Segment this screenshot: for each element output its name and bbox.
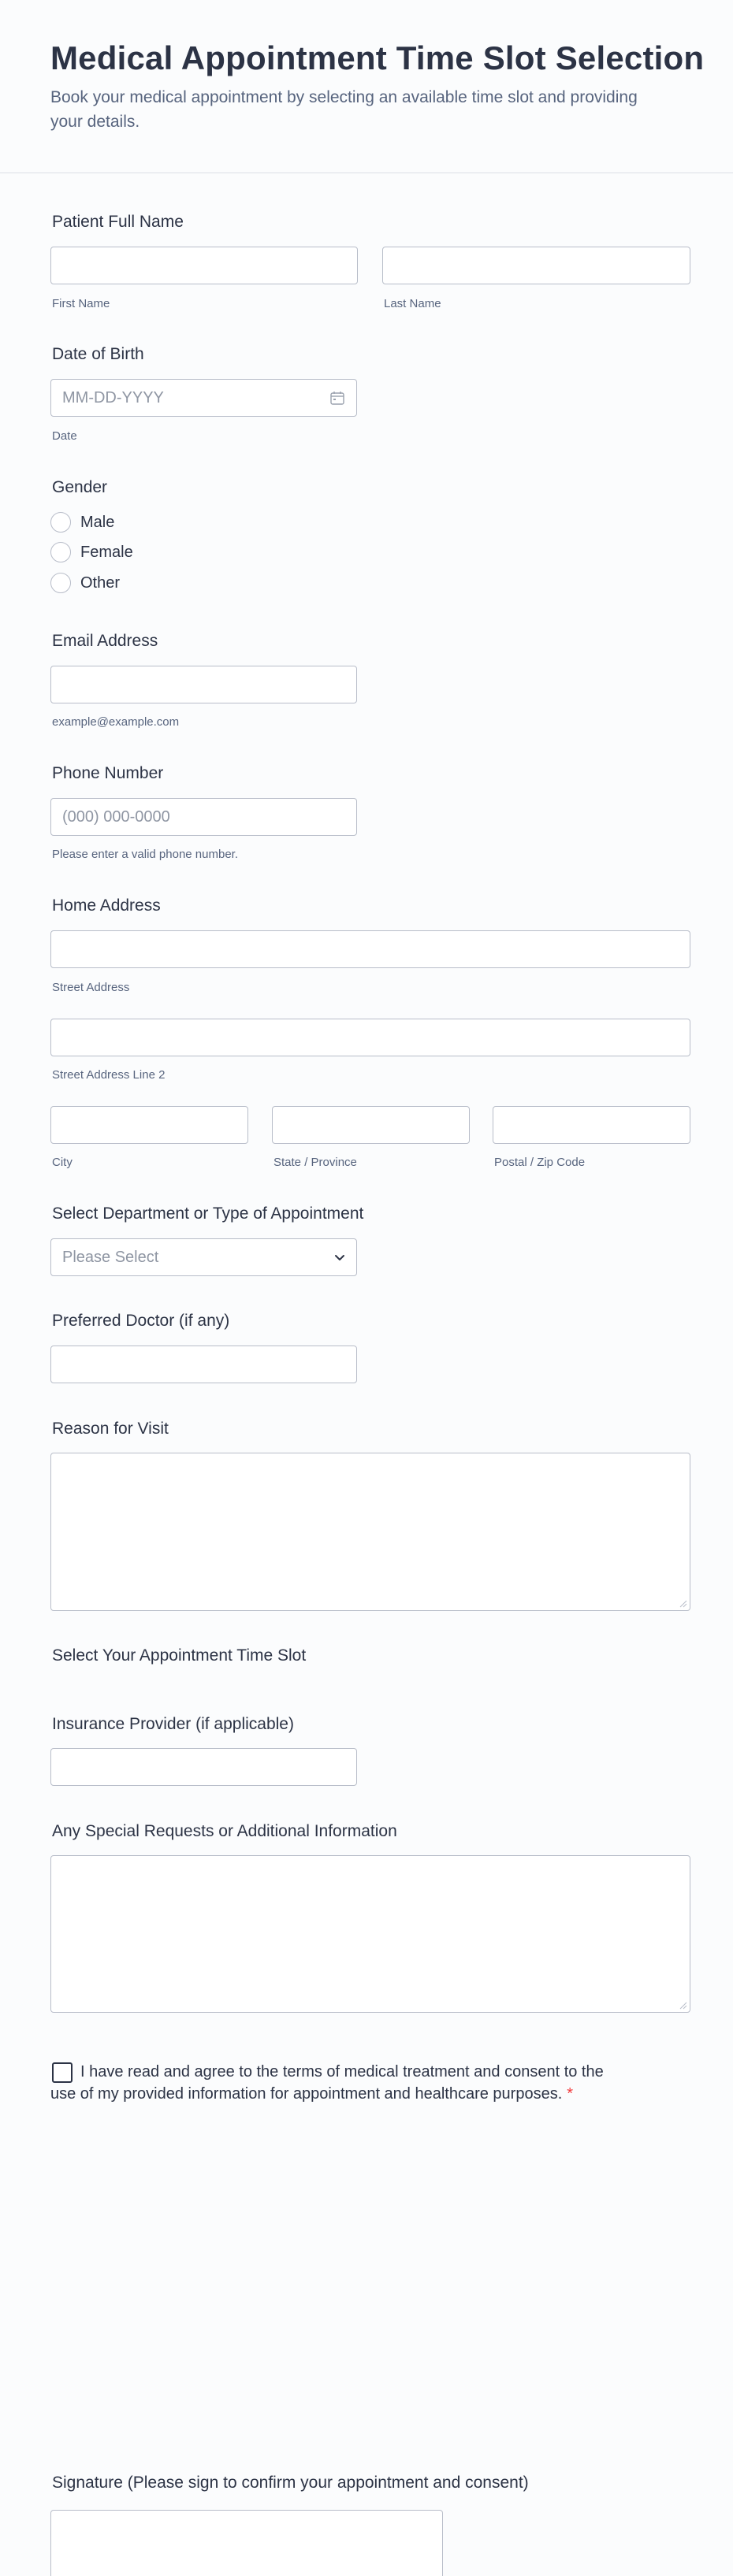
- gender-option-label: Female: [80, 543, 133, 561]
- consent-text: [50, 2061, 618, 2105]
- dob-input[interactable]: [50, 379, 357, 417]
- chevron-down-icon: [333, 1250, 347, 1264]
- city-sublabel: City: [52, 1156, 73, 1169]
- form-title: Medical Appointment Time Slot Selection: [50, 39, 705, 76]
- phone-sublabel: Please enter a valid phone number.: [52, 848, 238, 861]
- reason-label: Reason for Visit: [52, 1420, 169, 1438]
- gender-option-male[interactable]: [50, 511, 114, 533]
- zip-input[interactable]: [493, 1106, 690, 1144]
- calendar-icon[interactable]: [329, 390, 345, 406]
- signature-label: Signature (Please sign to confirm your appointment and consent): [52, 2474, 529, 2492]
- address-label: Home Address: [52, 896, 161, 915]
- first-name-input[interactable]: [50, 247, 358, 284]
- department-select[interactable]: [50, 1238, 357, 1276]
- street-address-2-input[interactable]: [50, 1019, 690, 1056]
- reason-textarea[interactable]: [50, 1453, 690, 1611]
- doctor-label: Preferred Doctor (if any): [52, 1312, 230, 1330]
- doctor-input[interactable]: [50, 1346, 357, 1383]
- gender-option-label: Other: [80, 573, 121, 592]
- resize-grip-icon[interactable]: [679, 1600, 687, 1608]
- street-address-2-sublabel: Street Address Line 2: [52, 1068, 166, 1082]
- radio-button[interactable]: [50, 573, 71, 593]
- street-address-sublabel: Street Address: [52, 981, 130, 994]
- dob-label: Date of Birth: [52, 345, 144, 363]
- first-name-sublabel: First Name: [52, 297, 110, 310]
- radio-button[interactable]: [50, 512, 71, 533]
- zip-sublabel: Postal / Zip Code: [494, 1156, 586, 1169]
- insurance-input[interactable]: [50, 1748, 357, 1786]
- required-mark: *: [567, 2085, 574, 2103]
- gender-label: Gender: [52, 478, 108, 496]
- street-address-input[interactable]: [50, 930, 690, 968]
- time-slot-label: Select Your Appointment Time Slot: [52, 1646, 307, 1665]
- city-input[interactable]: [50, 1106, 248, 1144]
- patient-name-label: Patient Full Name: [52, 213, 184, 231]
- gender-option-label: Male: [80, 513, 115, 531]
- email-input[interactable]: [50, 666, 357, 703]
- department-selected-value: Please Select: [62, 1249, 159, 1266]
- last-name-input[interactable]: [382, 247, 690, 284]
- form-subtitle: Book your medical appointment by selecting an available time slot and providing your details.: [50, 88, 638, 131]
- radio-button[interactable]: [50, 542, 71, 562]
- last-name-sublabel: Last Name: [384, 297, 441, 310]
- phone-label: Phone Number: [52, 764, 164, 782]
- email-label: Email Address: [52, 632, 158, 650]
- special-requests-textarea[interactable]: [50, 1855, 690, 2013]
- insurance-label: Insurance Provider (if applicable): [52, 1715, 294, 1733]
- gender-option-female[interactable]: [50, 541, 133, 563]
- consent-label: I have read and agree to the terms of medical treatment and consent to the use of my provided information for appointment and healthcare purposes.: [50, 2063, 604, 2103]
- state-sublabel: State / Province: [273, 1156, 357, 1169]
- form-header: [0, 0, 733, 173]
- state-input[interactable]: [272, 1106, 470, 1144]
- resize-grip-icon[interactable]: [679, 2002, 687, 2010]
- department-label: Select Department or Type of Appointment: [52, 1204, 364, 1223]
- dob-sublabel: Date: [52, 429, 77, 443]
- signature-pad[interactable]: [50, 2510, 443, 2576]
- phone-input[interactable]: [50, 798, 357, 836]
- gender-option-other[interactable]: [50, 572, 120, 594]
- special-requests-label: Any Special Requests or Additional Information: [52, 1822, 397, 1840]
- email-sublabel: example@example.com: [52, 715, 180, 729]
